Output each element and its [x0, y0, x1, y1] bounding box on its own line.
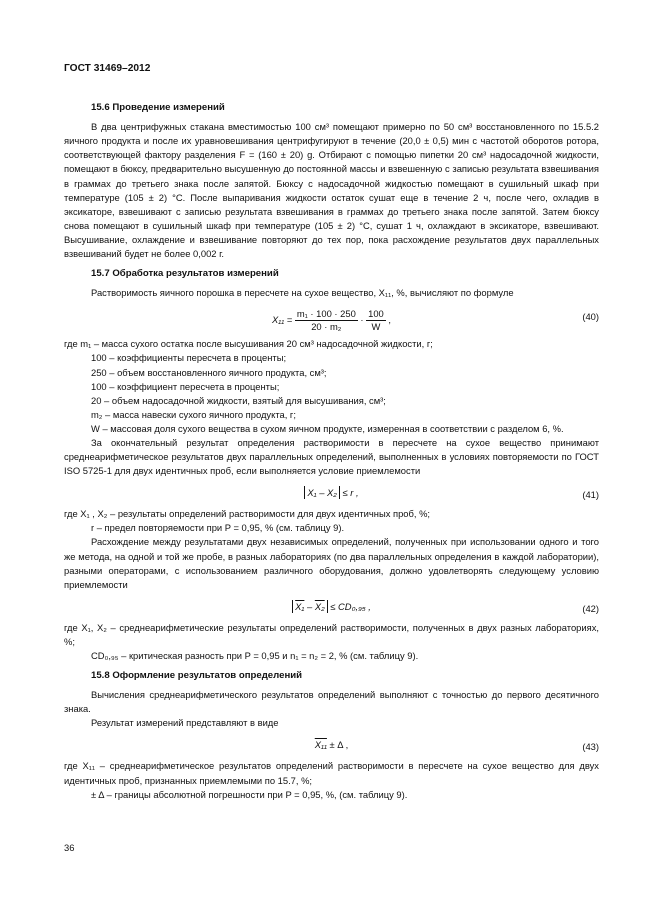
equation-43: X₁₁ ± Δ , (43) — [64, 734, 599, 756]
where-43-line-2: ± Δ – границы абсолютной погрешности при P = 0,95, %, (см. таблицу 9). — [91, 788, 408, 800]
eq40-fraction-1: $\frac{\text{m₁ · 100 · 250}}{\text{20 · m₂}}$ — [296, 308, 356, 333]
where-40-line-1: где m₁ – масса сухого остатка после высушивания 20 см³ надосадочной жидкости, г; — [64, 338, 433, 350]
formula-intro: Растворимость яичного порошка в пересчете на сухое вещество, X₁₁, %, вычисляют по формуле — [91, 287, 514, 299]
section-15-7-title: 15.7 Обработка результатов измерений — [91, 268, 279, 280]
where-41-line-1: где X₁ , X₂ – результаты определений растворимости для двух идентичных проб, %; — [64, 508, 431, 520]
where-40-line-4: 100 – коэффициент пересчета в проценты; — [91, 380, 280, 392]
equation-42: X₁ – X₂ ≤ CD₀,₉₅ , (42) — [64, 596, 599, 618]
where-40-line-7: W – массовая доля сухого вещества в сухом яичном продукте, измеренная в соответствии с разделом 6, %. — [91, 422, 564, 434]
document-page — [64, 62, 599, 802]
where-42-line-2: CD₀,₉₅ – критическая разность при P = 0,95 и n₁ = n₂ = 2, % (см. таблицу 9). — [91, 650, 419, 661]
eq43-number: (43) — [582, 741, 599, 753]
eq40-number: (40) — [582, 311, 599, 323]
eq41-number: (41) — [582, 489, 599, 501]
where-41-line-2: r – предел повторяемости при P = 0,95, % (см. таблицу 9). — [91, 522, 345, 534]
where-40-line-2: 100 – коэффициенты пересчета в проценты; — [91, 352, 287, 364]
section-15-6-paragraph: В два центрифужных стакана вместимостью 100 см³ помещают примерно по 50 см³ восстановленного по 15.5.2 яичного продукта и после их уравновешивания центрифугируют в течение (20,0 ± 0,5) мин с частотой оборотов ротора, соответствующей фактору разделения F = (160 ± 20) g. Отбирают с помощью пипетки 20 см³ надосадочной жидкости, помещают в бюксу, предварительно высушенную до постоянной массы и взвешенную с записью результата взвешивания в граммах до третьего знака после запятой. Бюксу с надосадочной жидкостью помещают в сушильный шкаф при температуре (105 ± 2) °С. После выпаривания жидкости остаток сушат еще в течение 2 ч, после чего, охладив в эксикаторе, взвешивают с записью результата взвешивания в граммах до третьего знака после запятой. Затем бюксу снова помещают в сушильный шкаф при температуре (105 ± 2) °С, сушат 1 ч, охлаждают в эксикаторе, взвешивают. Высушивание, охлаждение и взвешивание повторяют до тех пор, пока расхождение результатов двух параллельных взвешиваний будет не более 0,002 г. — [64, 121, 599, 260]
section-15-6-title: 15.6 Проведение измерений — [91, 102, 225, 114]
eq40-fraction-2: $\frac{100}{W}$ — [368, 308, 384, 333]
equation-41: X₁ – X₂ ≤ r , (41) — [64, 482, 599, 504]
page-number: 36 — [64, 842, 75, 853]
eq41-abs: X₁ – X₂ — [304, 486, 339, 499]
where-40-line-5: 20 – объем надосадочной жидкости, взятый для высушивания, см³; — [91, 394, 386, 406]
standard-header: ГОСТ 31469–2012 — [64, 63, 151, 74]
equation-40: X₁₁ = $\frac{\text{m₁ · 100 · 250}}{\text{20 · m₂}}$ · $\frac{100}{W}$ , (40) — [272, 308, 599, 333]
section-15-8-paragraph-2: Результат измерений представляют в виде — [91, 717, 279, 729]
eq43-x: X₁₁ — [314, 739, 327, 751]
acceptance-paragraph: За окончательный результат определения растворимости в пересчете на сухое вещество принимают среднеарифметическое результатов двух параллельных определений, выполненных в условиях повторяемости по ГОСТ ISO 5725-1 для двух идентичных проб, если выполняется условие приемлемости — [64, 436, 599, 477]
eq42-abs: X₁ – X₂ — [292, 600, 328, 613]
eq40-lhs: X₁₁ = — [272, 314, 293, 326]
eq42-number: (42) — [582, 602, 599, 614]
where-43-line-1: где X₁₁ – среднеарифметическое результатов определений растворимости в пересчете на сухое вещество для двух идентичных проб, признанных приемлемыми по 15.7, %; — [64, 760, 599, 786]
section-15-8-title: 15.8 Оформление результатов определений — [91, 670, 303, 682]
where-40-line-3: 250 – объем восстановленного яичного продукта, см³; — [91, 366, 327, 378]
section-15-8-paragraph-1: Вычисления среднеарифметического результатов определений выполняют с точностью до первого десятичного знака. — [64, 689, 599, 715]
reproducibility-paragraph: Расхождение между результатами двух независимых определений, полученных при использовании одного и того же метода, на одной и той же пробе, в разных лабораториях (по два параллельных определения в каждой лаборатории), разными операторами, с использованием различного оборудования, должно удовлетворять следующему условию приемлемости — [64, 536, 599, 590]
where-42-line-1: где X₁, X₂ – среднеарифметические результаты определений растворимости, полученных в двух разных лабораториях, %; — [64, 621, 599, 647]
where-40-line-6: m₂ – масса навески сухого яичного продукта, г; — [91, 408, 296, 420]
